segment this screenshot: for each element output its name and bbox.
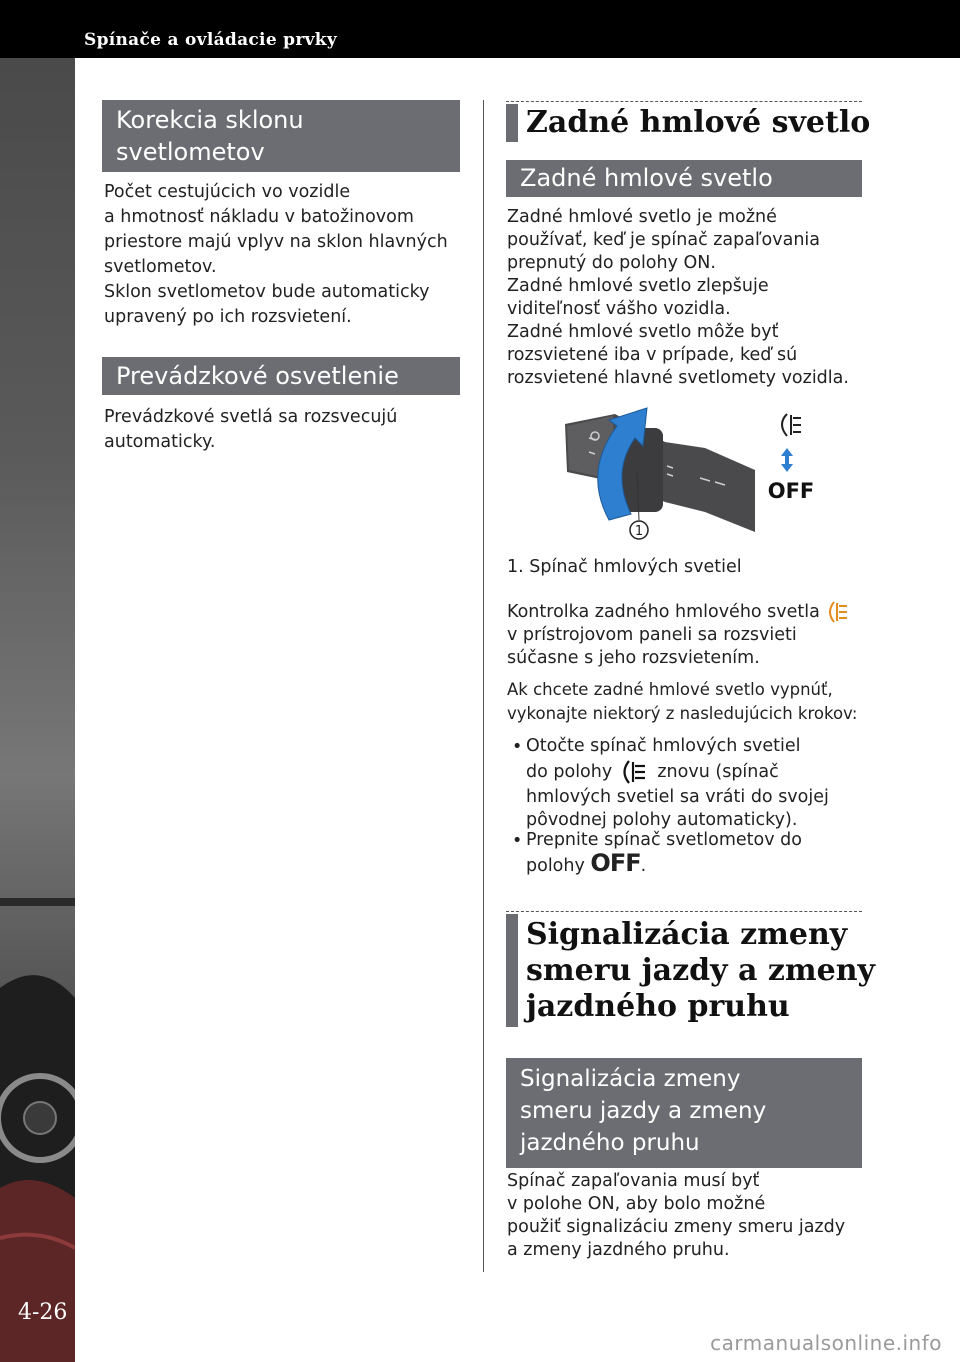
- text-line: upravený po ich rozsvietení.: [104, 307, 352, 327]
- section-separator: [506, 101, 862, 102]
- section-separator: [506, 911, 862, 912]
- title-line: Korekcia sklonu: [116, 106, 304, 134]
- title-line: Prevádzkové osvetlenie: [116, 362, 399, 390]
- text-line: Zadné hmlové svetlo je možné: [507, 207, 777, 227]
- page-header: [0, 0, 960, 58]
- text-line: používať, keď je spínač zapaľovania: [507, 230, 821, 250]
- main-title-lane-change: [526, 917, 875, 1025]
- text-line: Počet cestujúcich vo vozidle: [104, 182, 351, 202]
- text-line: Zadné hmlové svetlo môže byť: [507, 322, 779, 342]
- off-label: OFF: [767, 479, 815, 503]
- text-span: polohy: [526, 856, 585, 876]
- bullet-2-text: [526, 829, 866, 878]
- title-line: jazdného pruhu: [520, 1130, 700, 1156]
- text-line: v polohe ON, aby bolo možné: [507, 1194, 766, 1214]
- title-line: Zadné hmlové svetlo: [520, 164, 773, 192]
- section-title-headlight-leveling: [102, 100, 460, 172]
- text-line: [526, 849, 866, 878]
- text-line: Sklon svetlometov bude automaticky: [104, 282, 430, 302]
- text-line: svetlometov.: [104, 257, 217, 277]
- up-down-arrow-icon: [781, 448, 793, 472]
- text-line: Ak chcete zadné hmlové svetlo vypnúť,: [507, 680, 833, 699]
- indicator-text: [507, 600, 867, 670]
- rear-fog-light-icon: [618, 758, 652, 786]
- text-line: Zadné hmlové svetlo zlepšuje: [507, 276, 769, 296]
- figure-callout: 1: [634, 524, 644, 539]
- side-photo-strip: [0, 58, 75, 1362]
- figure-caption: 1. Spínač hmlových svetiel: [507, 557, 742, 577]
- headlight-leveling-text: [104, 180, 474, 330]
- subtitle-lane-change: [506, 1058, 862, 1168]
- text-line: automaticky.: [104, 432, 216, 452]
- title-accent-bar: [506, 104, 518, 142]
- fog-switch-figure: [555, 402, 820, 544]
- text-line: prepnutý do polohy ON.: [507, 253, 716, 273]
- text-line: vykonajte niektorý z nasledujúcich krokov:: [507, 704, 858, 723]
- page-number: 4-26: [18, 1300, 68, 1325]
- text-line: [526, 758, 866, 786]
- rear-fog-light-icon: [782, 414, 801, 436]
- text-line: [507, 600, 867, 624]
- rear-fog-text: [507, 206, 867, 390]
- section-title-daytime-lights: [102, 357, 460, 395]
- title-line: jazdného pruhu: [526, 989, 790, 1024]
- text-line: pôvodnej polohy automaticky).: [526, 810, 798, 830]
- text-span: .: [640, 856, 647, 876]
- bullet-marker: •: [512, 737, 523, 757]
- off-symbol: OFF: [590, 849, 641, 877]
- title-line: smeru jazdy a zmeny: [520, 1098, 767, 1124]
- subtitle-rear-fog: [506, 160, 862, 197]
- title-line: Signalizácia zmeny: [520, 1066, 741, 1092]
- bullet-marker: •: [512, 831, 523, 851]
- rear-fog-indicator-icon: [825, 600, 851, 624]
- title-accent-bar: [506, 914, 518, 1027]
- text-line: použiť signalizáciu zmeny smeru jazdy: [507, 1217, 846, 1237]
- bullet-1-text: [526, 735, 866, 832]
- watermark: carmanualsonline.info: [710, 1331, 942, 1355]
- text-line: a hmotnosť nákladu v batožinovom: [104, 207, 414, 227]
- text-line: priestore majú vplyv na sklon hlavných: [104, 232, 448, 252]
- main-title-rear-fog: Zadné hmlové svetlo: [526, 105, 871, 140]
- text-line: Prevádzkové svetlá sa rozsvecujú: [104, 407, 398, 427]
- text-line: hmlových svetiel sa vráti do svojej: [526, 787, 829, 807]
- dashboard-photo: [0, 58, 75, 1362]
- lane-change-text: [507, 1170, 867, 1262]
- text-line: súčasne s jeho rozsvietením.: [507, 648, 760, 668]
- text-line: viditeľnosť vášho vozidla.: [507, 299, 731, 319]
- text-line: Otočte spínač hmlových svetiel: [526, 736, 801, 756]
- text-line: Spínač zapaľovania musí byť: [507, 1171, 760, 1191]
- title-line: Signalizácia zmeny: [526, 917, 848, 952]
- text-span: znovu (spínač: [657, 762, 779, 782]
- text-line: a zmeny jazdného pruhu.: [507, 1240, 730, 1260]
- column-divider: [483, 100, 484, 1272]
- daytime-lights-text: [104, 405, 474, 455]
- text-span: Kontrolka zadného hmlového svetla: [507, 602, 820, 622]
- text-line: Prepnite spínač svetlometov do: [526, 830, 802, 850]
- text-line: rozsvietené hlavné svetlomety vozidla.: [507, 368, 849, 388]
- title-line: smeru jazdy a zmeny: [526, 953, 875, 988]
- title-line: svetlometov: [116, 138, 265, 166]
- text-line: v prístrojovom paneli sa rozsvieti: [507, 625, 797, 645]
- chapter-title: Spínače a ovládacie prvky: [84, 30, 338, 50]
- off-intro-text: [507, 678, 867, 726]
- text-line: rozsvietené iba v prípade, keď sú: [507, 345, 798, 365]
- text-span: do polohy: [526, 762, 613, 782]
